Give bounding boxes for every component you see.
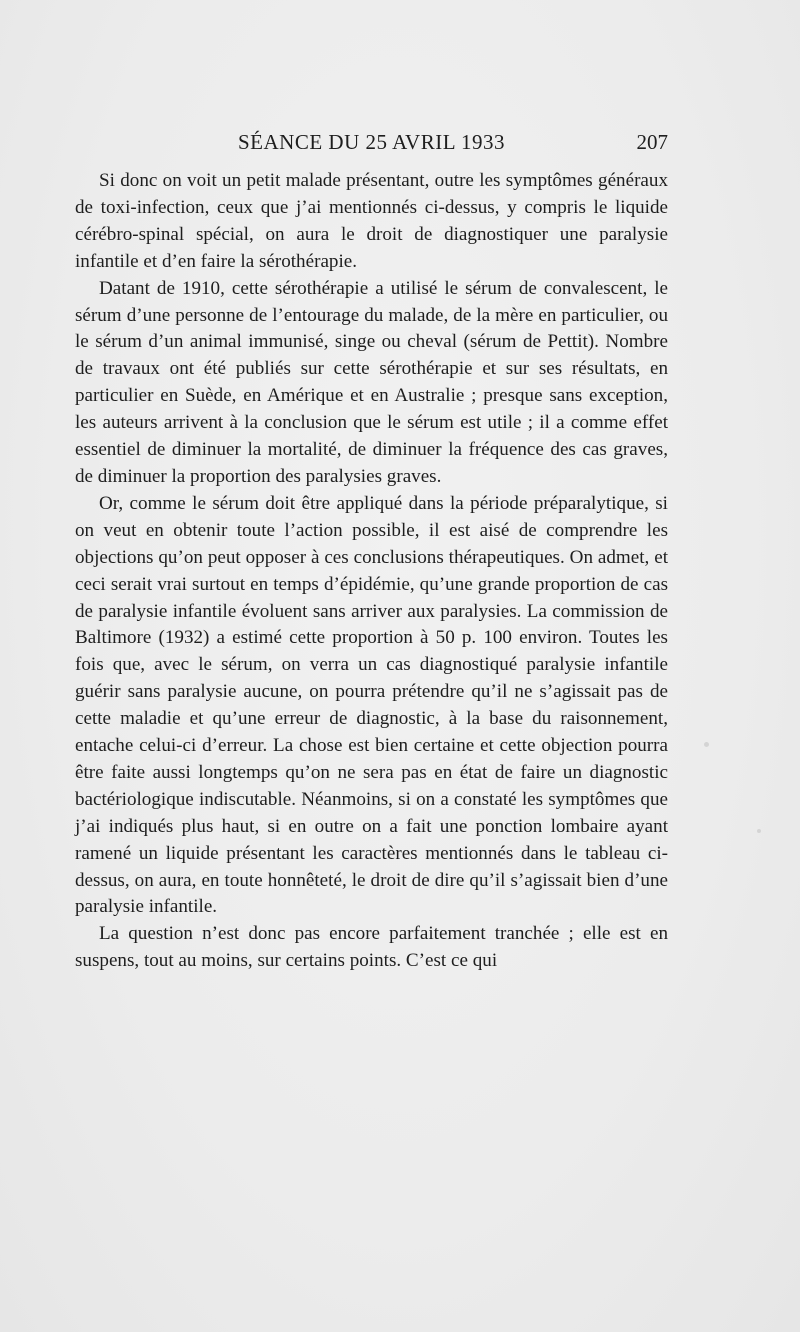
page-header [75, 124, 668, 160]
body-text [75, 168, 668, 975]
page-number: 207 [636, 130, 668, 154]
paper-speck [704, 742, 709, 747]
paper-speck [757, 829, 761, 833]
paragraph-2: Datant de 1910, cette sérothérapie a utilisé le sérum de convalescent, le sérum d’une personne de l’entourage du malade, de la mère en particulier, ou le sérum d’un animal immunisé, singe ou cheval (sérum de Pettit). Nombre de travaux ont été publiés sur cette sérothérapie et sur ses résultats, en particulier en Suède, en Amérique et en Australie ; presque sans exception, les auteurs arrivent à la conclusion que le sérum est utile ; il a comme effet essentiel de diminuer la mortalité, de diminuer la fréquence des cas graves, de diminuer la proportion des paralysies graves. [75, 277, 668, 487]
paragraph-1: Si donc on voit un petit malade présentant, outre les symptômes généraux de toxi-infection, ceux que j’ai mentionnés ci-dessus, y compris le liquide cérébro-spinal spécial, on aura le droit de diagnostiquer une paralysie infantile et d’en faire la sérothérapie. [75, 170, 668, 272]
running-head: SÉANCE DU 25 AVRIL 1933 [237, 130, 506, 154]
paragraph-4: La question n’est donc pas encore parfaitement tranchée ; elle est en suspens, tout au moins, sur certains points. C’est ce qui [75, 923, 668, 972]
paragraph-3: Or, comme le sérum doit être appliqué dans la période préparalytique, si on veut en obtenir toute l’action possible, il est aisé de comprendre les objections qu’on peut opposer à ces conclusions thérapeutiques. On admet, et ceci serait vrai surtout en temps d’épidémie, qu’une grande proportion de cas de paralysie infantile évoluent sans arriver aux paralysies. La commission de Baltimore (1932) a estimé cette proportion à 50 p. 100 environ. Toutes les fois que, avec le sérum, on verra un cas diagnostiqué paralysie infantile guérir sans paralysie aucune, on pourra prétendre qu’il ne s’agissait pas de cette maladie et qu’une erreur de diagnostic, à la base du raisonnement, entache celui-ci d’erreur. La chose est bien certaine et cette objection pourra être faite aussi longtemps qu’on ne sera pas en état de faire un diagnostic bactériologique indiscutable. Néanmoins, si on a constaté les symptômes que j’ai indiqués plus haut, si en outre on a fait une ponction lombaire ayant ramené un liquide présentant les caractères mentionnés dans le tableau ci-dessus, on aura, en toute honnêteté, le droit de dire qu’il s’agissait bien d’une paralysie infantile. [75, 492, 668, 918]
